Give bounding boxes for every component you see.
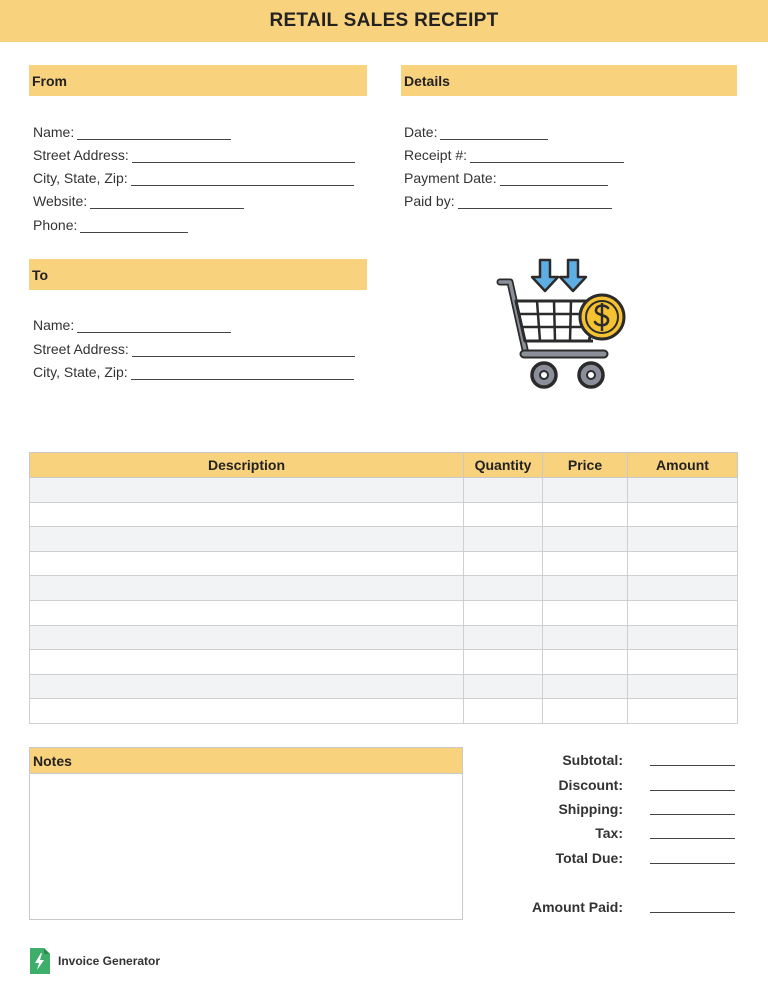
shopping-cart-dollar-icon [494,255,634,395]
price-cell[interactable] [543,576,628,601]
total-due-row [500,848,740,866]
from-street-field[interactable] [33,145,355,163]
total-due-line[interactable] [650,863,735,864]
down-arrow-icon [532,260,586,291]
description-cell[interactable] [30,527,464,552]
details-paid-by-line[interactable] [458,195,612,209]
to-street-label: Street Address: [33,341,129,357]
table-row [30,625,738,650]
to-street-field[interactable] [33,339,355,357]
to-name-field[interactable] [33,315,231,333]
to-city-line[interactable] [131,366,354,380]
amount-cell[interactable] [628,576,738,601]
amount-cell[interactable] [628,674,738,699]
shipping-line[interactable] [650,814,735,815]
details-header: Details [401,65,737,96]
quantity-cell[interactable] [464,600,543,625]
table-row [30,478,738,503]
subtotal-label: Subtotal: [562,752,623,768]
from-city-label: City, State, Zip: [33,170,128,186]
shipping-row [500,799,740,817]
description-cell[interactable] [30,650,464,675]
table-row [30,674,738,699]
description-cell[interactable] [30,478,464,503]
quantity-cell[interactable] [464,576,543,601]
column-header-description: Description [30,453,464,478]
from-website-label: Website: [33,193,88,209]
amount-cell[interactable] [628,527,738,552]
from-street-label: Street Address: [33,147,129,163]
tax-line[interactable] [650,838,735,839]
amount-cell[interactable] [628,625,738,650]
table-row [30,650,738,675]
shipping-label: Shipping: [558,801,623,817]
from-name-label: Name: [33,124,75,140]
details-paid-by-label: Paid by: [404,193,455,209]
to-name-label: Name: [33,317,75,333]
price-cell[interactable] [543,699,628,724]
title-bar [0,0,768,42]
tax-label: Tax: [595,825,623,841]
description-cell[interactable] [30,551,464,576]
quantity-cell[interactable] [464,551,543,576]
to-city-label: City, State, Zip: [33,364,128,380]
from-header: From [29,65,367,96]
amount-paid-label: Amount Paid: [531,899,623,915]
subtotal-line[interactable] [650,765,735,766]
lightning-document-icon [30,948,50,974]
notes-textarea[interactable] [29,773,463,920]
from-phone-label: Phone: [33,217,78,233]
brand-name: Invoice Generator [58,954,161,968]
price-cell[interactable] [543,600,628,625]
to-header: To [29,259,367,290]
wheel-icon [532,363,603,387]
details-payment-date-field[interactable] [404,168,608,186]
column-header-quantity: Quantity [464,453,543,478]
details-receipt-label: Receipt #: [404,147,468,163]
amount-cell[interactable] [628,650,738,675]
from-city-line[interactable] [131,172,354,186]
footer-brand[interactable] [30,947,160,975]
details-paid-by-field[interactable] [404,191,612,209]
table-row [30,502,738,527]
table-row [30,699,738,724]
price-cell[interactable] [543,551,628,576]
table-header-row [30,453,738,478]
price-cell[interactable] [543,625,628,650]
quantity-cell[interactable] [464,527,543,552]
price-cell[interactable] [543,478,628,503]
details-payment-date-label: Payment Date: [404,170,497,186]
amount-paid-row [500,897,740,915]
subtotal-row [500,750,740,768]
description-cell[interactable] [30,600,464,625]
from-phone-field[interactable] [33,215,188,233]
price-cell[interactable] [543,650,628,675]
amount-cell[interactable] [628,600,738,625]
from-city-field[interactable] [33,168,354,186]
table-row [30,551,738,576]
quantity-cell[interactable] [464,478,543,503]
from-name-field[interactable] [33,122,231,140]
details-date-label: Date: [404,124,438,140]
details-date-field[interactable] [404,122,548,140]
column-header-amount: Amount [628,453,738,478]
table-row [30,527,738,552]
amount-cell[interactable] [628,551,738,576]
table-row [30,600,738,625]
details-receipt-field[interactable] [404,145,624,163]
description-cell[interactable] [30,576,464,601]
description-cell[interactable] [30,699,464,724]
description-cell[interactable] [30,674,464,699]
from-phone-line[interactable] [80,219,188,233]
from-name-line[interactable] [77,126,231,140]
from-website-field[interactable] [33,191,244,209]
price-cell[interactable] [543,674,628,699]
description-cell[interactable] [30,625,464,650]
quantity-cell[interactable] [464,699,543,724]
amount-paid-line[interactable] [650,912,735,913]
quantity-cell[interactable] [464,502,543,527]
amount-cell[interactable] [628,478,738,503]
from-website-line[interactable] [90,195,244,209]
discount-line[interactable] [650,790,735,791]
quantity-cell[interactable] [464,625,543,650]
dollar-coin-icon [580,295,624,339]
quantity-cell[interactable] [464,674,543,699]
discount-row [500,775,740,793]
to-city-field[interactable] [33,362,354,380]
price-cell[interactable] [543,502,628,527]
total-due-label: Total Due: [555,850,623,866]
notes-header: Notes [29,747,463,773]
details-payment-date-line[interactable] [500,172,608,186]
to-street-line[interactable] [132,343,355,357]
amount-cell[interactable] [628,502,738,527]
description-cell[interactable] [30,502,464,527]
discount-label: Discount: [558,777,623,793]
amount-cell[interactable] [628,699,738,724]
from-street-line[interactable] [132,149,355,163]
price-cell[interactable] [543,527,628,552]
details-date-line[interactable] [440,126,548,140]
items-table [29,452,738,724]
to-name-line[interactable] [77,319,231,333]
column-header-price: Price [543,453,628,478]
table-row [30,576,738,601]
tax-row [500,823,740,841]
quantity-cell[interactable] [464,650,543,675]
page-title: RETAIL SALES RECEIPT [269,10,499,31]
details-receipt-line[interactable] [470,149,624,163]
